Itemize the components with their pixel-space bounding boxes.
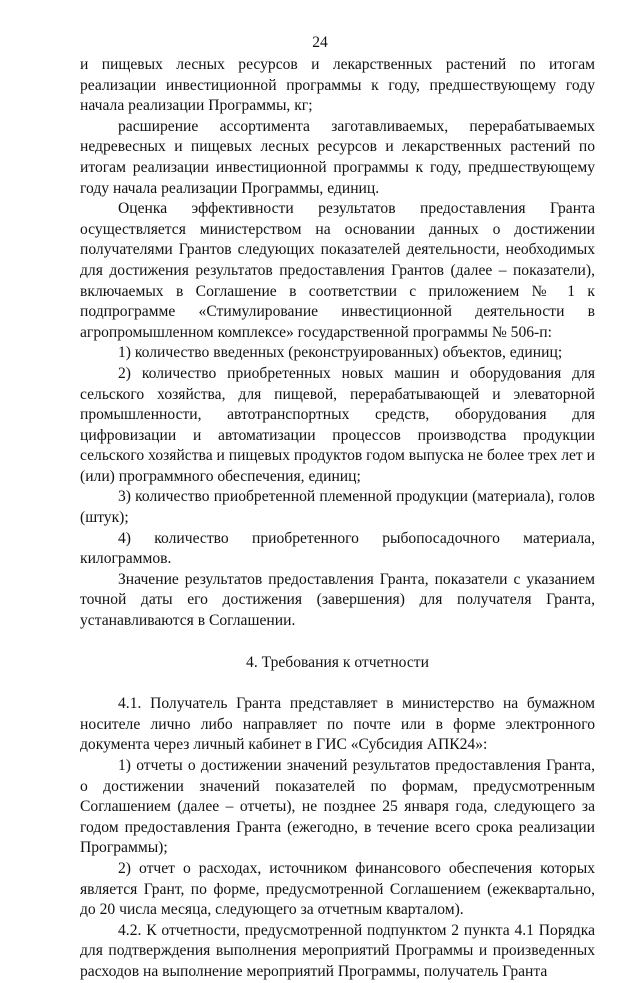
paragraph: 4.2. К отчетности, предусмотренной подпунктом 2 пункта 4.1 Порядка для подтверждения выполнения мероприятий Программы и произведенных расходов на выполнение мероприятий Программы, получатель Гранта	[80, 921, 595, 980]
paragraph: Оценка эффективности результатов предоставления Гранта осуществляется министерством на основании данных о достижении получателями Грантов следующих показателей деятельности, необходимых для достижения результатов предоставления Грантов (далее – показатели), включаемых в Соглашение в соответствии с приложением № 1 к подпрограмме «Стимулирование инвестиционной деятельности в агропромышленном комплексе» государственной программы № 506-п:	[80, 200, 595, 341]
paragraph: 3) количество приобретенной племенной продукции (материала), голов (штук);	[80, 488, 595, 527]
document-body	[80, 55, 595, 983]
page-number: 24	[312, 34, 328, 51]
paragraph: 1) отчеты о достижении значений результатов предоставления Гранта, о достижении значений показателей по формам, предусмотренным Соглашением (далее – отчеты), не позднее 25 января года, следующего за годом предоставления Гранта (ежегодно, в течение всего срока реализации Программы);	[80, 757, 595, 857]
paragraph: 4.1. Получатель Гранта представляет в министерство на бумажном носителе лично либо направляет по почте или в форме электронного документа через личный кабинет в ГИС «Субсидия АПК24»:	[80, 695, 595, 754]
paragraphs-bottom	[80, 694, 595, 982]
paragraph: и пищевых лесных ресурсов и лекарственных растений по итогам реализации инвестиционной программы к году, предшествующему году начала реализации Программы, кг;	[80, 56, 595, 115]
section-heading: 4. Требования к отчетности	[246, 653, 429, 671]
paragraph: расширение ассортимента заготавливаемых, перерабатываемых недревесных и пищевых лесных ресурсов и лекарственных растений по итогам реализации инвестиционной программы к году, предшествующему году начала реализации Программы, единиц.	[80, 117, 595, 197]
paragraph: 2) количество приобретенных новых машин и оборудования для сельского хозяйства, для пищевой, перерабатывающей и элеваторной промышленности, автотранспортных средств, оборудования для цифровизации и автоматизации процессов производства продукции сельского хозяйства и пищевых продуктов годом выпуска не более трех лет и (или) программного обеспечения, единиц;	[80, 364, 595, 485]
paragraphs-top	[80, 55, 595, 632]
paragraph: 2) отчет о расходах, источником финансового обеспечения которых является Грант, по форме, предусмотренной Соглашением (ежеквартально, до 20 числа месяца, следующего за отчетным кварталом).	[80, 859, 595, 919]
paragraph: 4) количество приобретенного рыбопосадочного материала, килограммов.	[80, 529, 595, 568]
paragraph: 1) количество введенных (реконструированных) объектов, единиц;	[118, 344, 563, 362]
paragraph: Значение результатов предоставления Гранта, показатели с указанием точной даты его достижения (завершения) для получателя Гранта, устанавливаются в Соглашении.	[80, 570, 595, 630]
